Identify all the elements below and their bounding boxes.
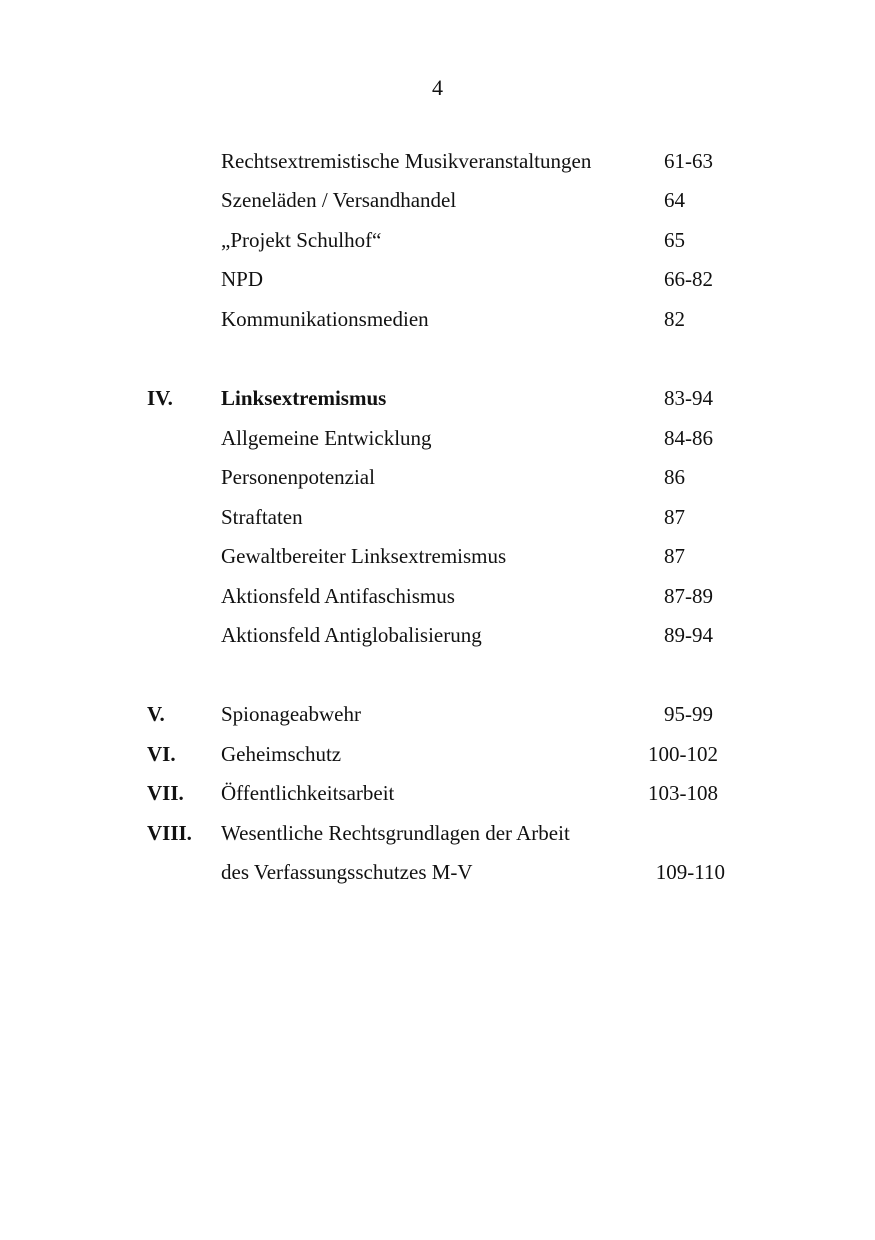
section-pages: 95-99 bbox=[664, 702, 713, 726]
section-title: Wesentliche Rechtsgrundlagen der Arbeit bbox=[221, 821, 570, 845]
toc-section-heading bbox=[0, 818, 875, 848]
toc-entry-title: Rechtsextremistische Musikveranstaltungen bbox=[221, 149, 592, 173]
toc-entry-title: „Projekt Schulhof“ bbox=[221, 228, 382, 252]
toc-entry-pages: 86 bbox=[664, 465, 685, 489]
toc-entry bbox=[0, 620, 875, 650]
toc-entry bbox=[0, 541, 875, 571]
toc-entry-title: NPD bbox=[221, 267, 264, 291]
toc-entry bbox=[0, 423, 875, 453]
section-title: Öffentlichkeitsarbeit bbox=[221, 781, 395, 805]
section-numeral: VIII. bbox=[147, 821, 192, 845]
toc-entry bbox=[0, 304, 875, 334]
toc-section-heading bbox=[0, 778, 875, 808]
toc-entry-pages: 65 bbox=[664, 228, 685, 252]
toc-section-heading bbox=[0, 383, 875, 413]
section-title: Linksextremismus bbox=[221, 386, 387, 410]
section-pages: 109-110 bbox=[655, 860, 725, 884]
toc-entry-pages: 87 bbox=[664, 505, 685, 529]
toc-entry bbox=[0, 146, 875, 176]
toc-entry-title: Kommunikationsmedien bbox=[221, 307, 429, 331]
toc-entry-continuation bbox=[0, 857, 875, 887]
toc-entry bbox=[0, 581, 875, 611]
toc-entry-title: Straftaten bbox=[221, 505, 303, 529]
section-pages: 103-108 bbox=[648, 781, 718, 805]
toc-entry-title: Aktionsfeld Antifaschismus bbox=[221, 584, 455, 608]
toc-section-heading bbox=[0, 739, 875, 769]
toc-entry-pages: 87-89 bbox=[664, 584, 713, 608]
section-pages: 83-94 bbox=[664, 386, 713, 410]
toc-entry bbox=[0, 462, 875, 492]
section-numeral: IV. bbox=[147, 386, 173, 410]
section-title: Spionageabwehr bbox=[221, 702, 361, 726]
toc-entry-pages: 84-86 bbox=[664, 426, 713, 450]
toc-entry-title: Personenpotenzial bbox=[221, 465, 375, 489]
section-numeral: VII. bbox=[147, 781, 184, 805]
toc-entry-title: Szeneläden / Versandhandel bbox=[221, 188, 457, 212]
toc-entry-pages: 66-82 bbox=[664, 267, 713, 291]
section-numeral: VI. bbox=[147, 742, 176, 766]
section-title-continuation: des Verfassungsschutzes M-V bbox=[221, 860, 473, 884]
toc-entry-title: Aktionsfeld Antiglobalisierung bbox=[221, 623, 482, 647]
toc-entry-pages: 61-63 bbox=[664, 149, 713, 173]
toc-entry-title: Gewaltbereiter Linksextremismus bbox=[221, 544, 507, 568]
toc-section-heading bbox=[0, 699, 875, 729]
toc-entry-pages: 89-94 bbox=[664, 623, 713, 647]
page-number: 4 bbox=[432, 75, 443, 100]
toc-entry-pages: 87 bbox=[664, 544, 685, 568]
toc-entry bbox=[0, 185, 875, 215]
toc-entry bbox=[0, 264, 875, 294]
section-title: Geheimschutz bbox=[221, 742, 342, 766]
section-pages: 100-102 bbox=[648, 742, 718, 766]
toc-entry-pages: 64 bbox=[664, 188, 685, 212]
toc-entry-title: Allgemeine Entwicklung bbox=[221, 426, 432, 450]
section-numeral: V. bbox=[147, 702, 165, 726]
toc-entry bbox=[0, 225, 875, 255]
toc-entry bbox=[0, 502, 875, 532]
toc-entry-pages: 82 bbox=[664, 307, 685, 331]
